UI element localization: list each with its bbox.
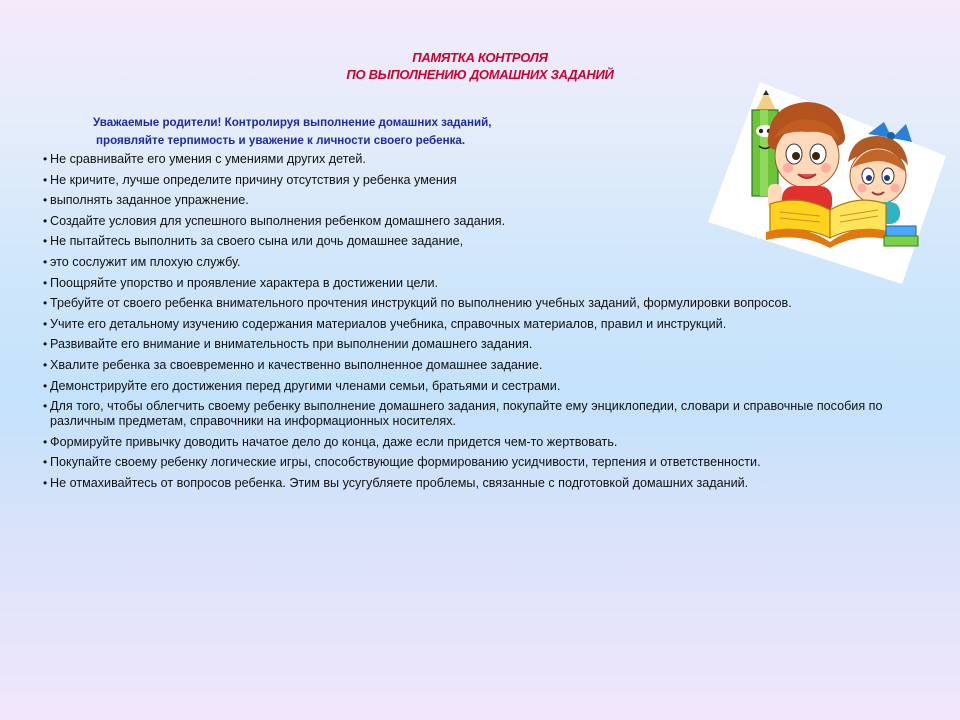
books-stack-icon xyxy=(884,226,918,246)
list-item: • Для того, чтобы облегчить своему ребенку выполнение домашнего задания, покупайте ему энциклопедии, словари и справочные пособия по различным предметам, справочники на информационных носителях. xyxy=(43,399,933,429)
intro-line-1: Уважаемые родители! Контролируя выполнение домашних заданий, xyxy=(93,116,492,129)
list-item: • Не кричите, лучше определите причину отсутствия у ребенка умения xyxy=(43,173,933,188)
title-line-1: ПАМЯТКА КОНТРОЛЯ xyxy=(412,50,548,65)
list-item: • выполнять заданное упражнение. xyxy=(43,193,933,208)
list-item: • Требуйте от своего ребенка внимательного прочтения инструкций по выполнению учебных заданий, формулировки вопросов. xyxy=(43,296,933,311)
children-reading-book-icon xyxy=(708,76,948,286)
list-item: • Демонстрируйте его достижения перед другими членами семьи, братьями и сестрами. xyxy=(43,379,933,394)
list-item: • Покупайте своему ребенку логические игры, способствующие формированию усидчивости, терпения и ответственности. xyxy=(43,455,933,470)
list-item: • Развивайте его внимание и внимательность при выполнении домашнего задания. xyxy=(43,337,933,352)
list-item: • Не сравнивайте его умения с умениями других детей. xyxy=(43,152,933,167)
list-item: • Не отмахивайтесь от вопросов ребенка. Этим вы усугубляете проблемы, связанные с подготовкой домашних заданий. xyxy=(43,476,933,491)
intro-text xyxy=(0,114,620,150)
list-item: • Создайте условия для успешного выполнения ребенком домашнего задания. xyxy=(43,214,933,229)
title-line-2: ПО ВЫПОЛНЕНИЮ ДОМАШНИХ ЗАДАНИЙ xyxy=(346,67,614,82)
list-item: • Поощряйте упорство и проявление характера в достижении цели. xyxy=(43,276,933,291)
intro-line-2: проявляйте терпимость и уважение к личности своего ребенка. xyxy=(96,134,466,147)
list-item: • Хвалите ребенка за своевременно и качественно выполненное домашнее задание. xyxy=(43,358,933,373)
list-item: • Учите его детальному изучению содержания материалов учебника, справочных материалов, правил и инструкций. xyxy=(43,317,933,332)
list-item: • Не пытайтесь выполнить за своего сына или дочь домашнее задание, xyxy=(43,234,933,249)
list-item: • это сослужит им плохую службу. xyxy=(43,255,933,270)
list-item: • Формируйте привычку доводить начатое дело до конца, даже если придется чем-то жертвовать. xyxy=(43,435,933,450)
